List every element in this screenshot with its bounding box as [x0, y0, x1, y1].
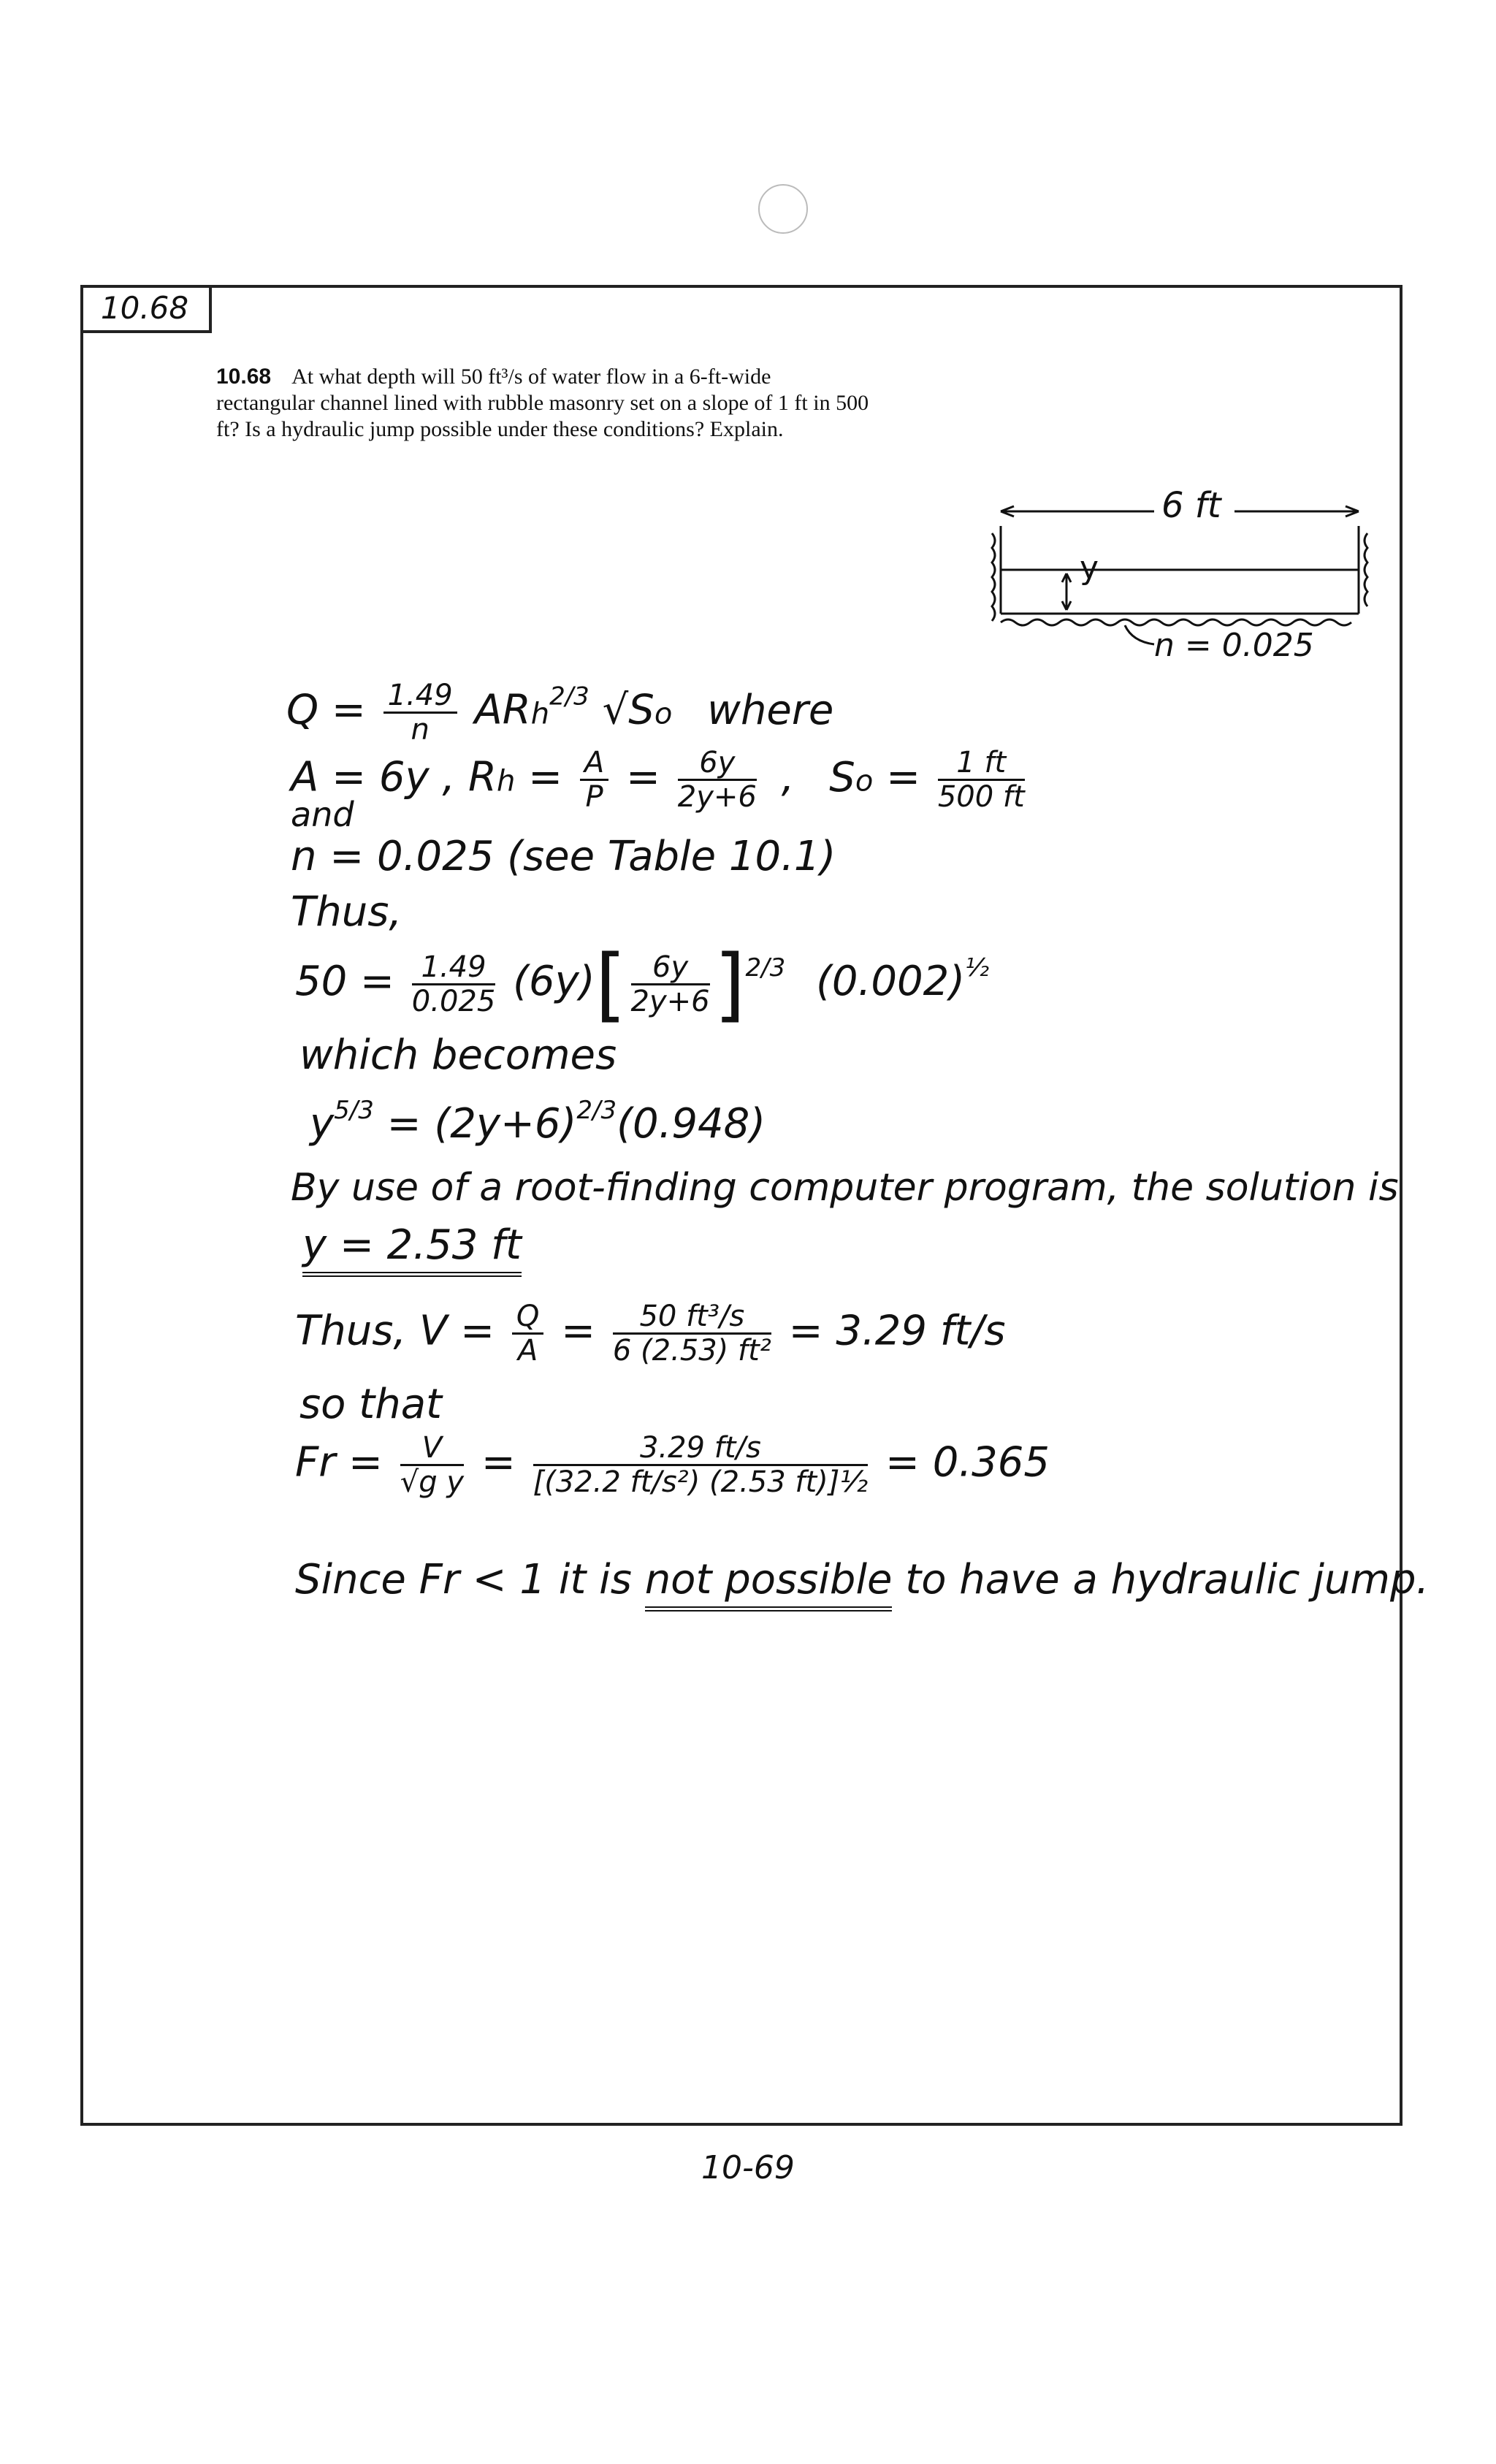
conclusion: Since Fr < 1 it is not possible to have a hydraulic jump. [295, 1556, 1429, 1611]
which-becomes: which becomes [299, 1031, 617, 1079]
figure-depth-label: y [1080, 549, 1099, 587]
definitions-line: A = 6y , Rh = $\frac{A}{P}$ = $\frac{6y}{2y+6}$ , So = $\frac{1 ft}{500 ft}$ [291, 746, 1025, 814]
froude-equation: Fr = $\frac{V}{\text{√g y}}$ = $\frac{3.29 ft/s}{\text{[(32.2 ft/s²) (2.53 ft)]½}}$ = 0.365 [295, 1431, 1050, 1499]
binder-hole [758, 184, 808, 234]
and-word: and [291, 795, 354, 834]
problem-tag: 10.68 [80, 285, 212, 333]
problem-statement [216, 364, 874, 443]
reduced-equation: $y^{5/3} = (2y+6)^{2/3}(0.948)$ [310, 1096, 766, 1148]
velocity-equation: Thus, V = $\frac{Q}{A}$ = $\frac{\text{50 ft³/s}}{\text{6 (2.53) ft²}}$ = 3.29 ft/s [295, 1300, 1006, 1368]
page-number: 10-69 [701, 2149, 795, 2186]
problem-text: At what depth will 50 ft³/s of water flow in a 6-ft-wide rectangular channel lined with rubble masonry set on a slope of 1 ft in 500 ft? Is a hydraulic jump possible under these conditions? Explain. [216, 365, 869, 441]
problem-number: 10.68 [216, 365, 272, 389]
substituted-equation: 50 = $\frac{1.49}{0.025}$ (6y)[ $\frac{6y}{2y+6}$ ]$^{2/3}$ $(0.002)^{\frac{1}{2}}$ [295, 937, 990, 1031]
root-finding-text: By use of a root-finding computer program, the solution is [291, 1166, 1399, 1210]
depth-answer: y = 2.53 ft [302, 1221, 522, 1277]
so-that: so that [299, 1381, 442, 1428]
figure-width-label: 6 ft [1161, 485, 1221, 526]
figure-n-label: n = 0.025 [1154, 627, 1314, 664]
n-value-line: n = 0.025 (see Table 10.1) [291, 833, 836, 880]
thus-label-1: Thus, [291, 888, 402, 936]
manning-equation: Q = $\frac{1.49}{n}$ ARh$^{2/3}$ √So where [286, 679, 834, 747]
